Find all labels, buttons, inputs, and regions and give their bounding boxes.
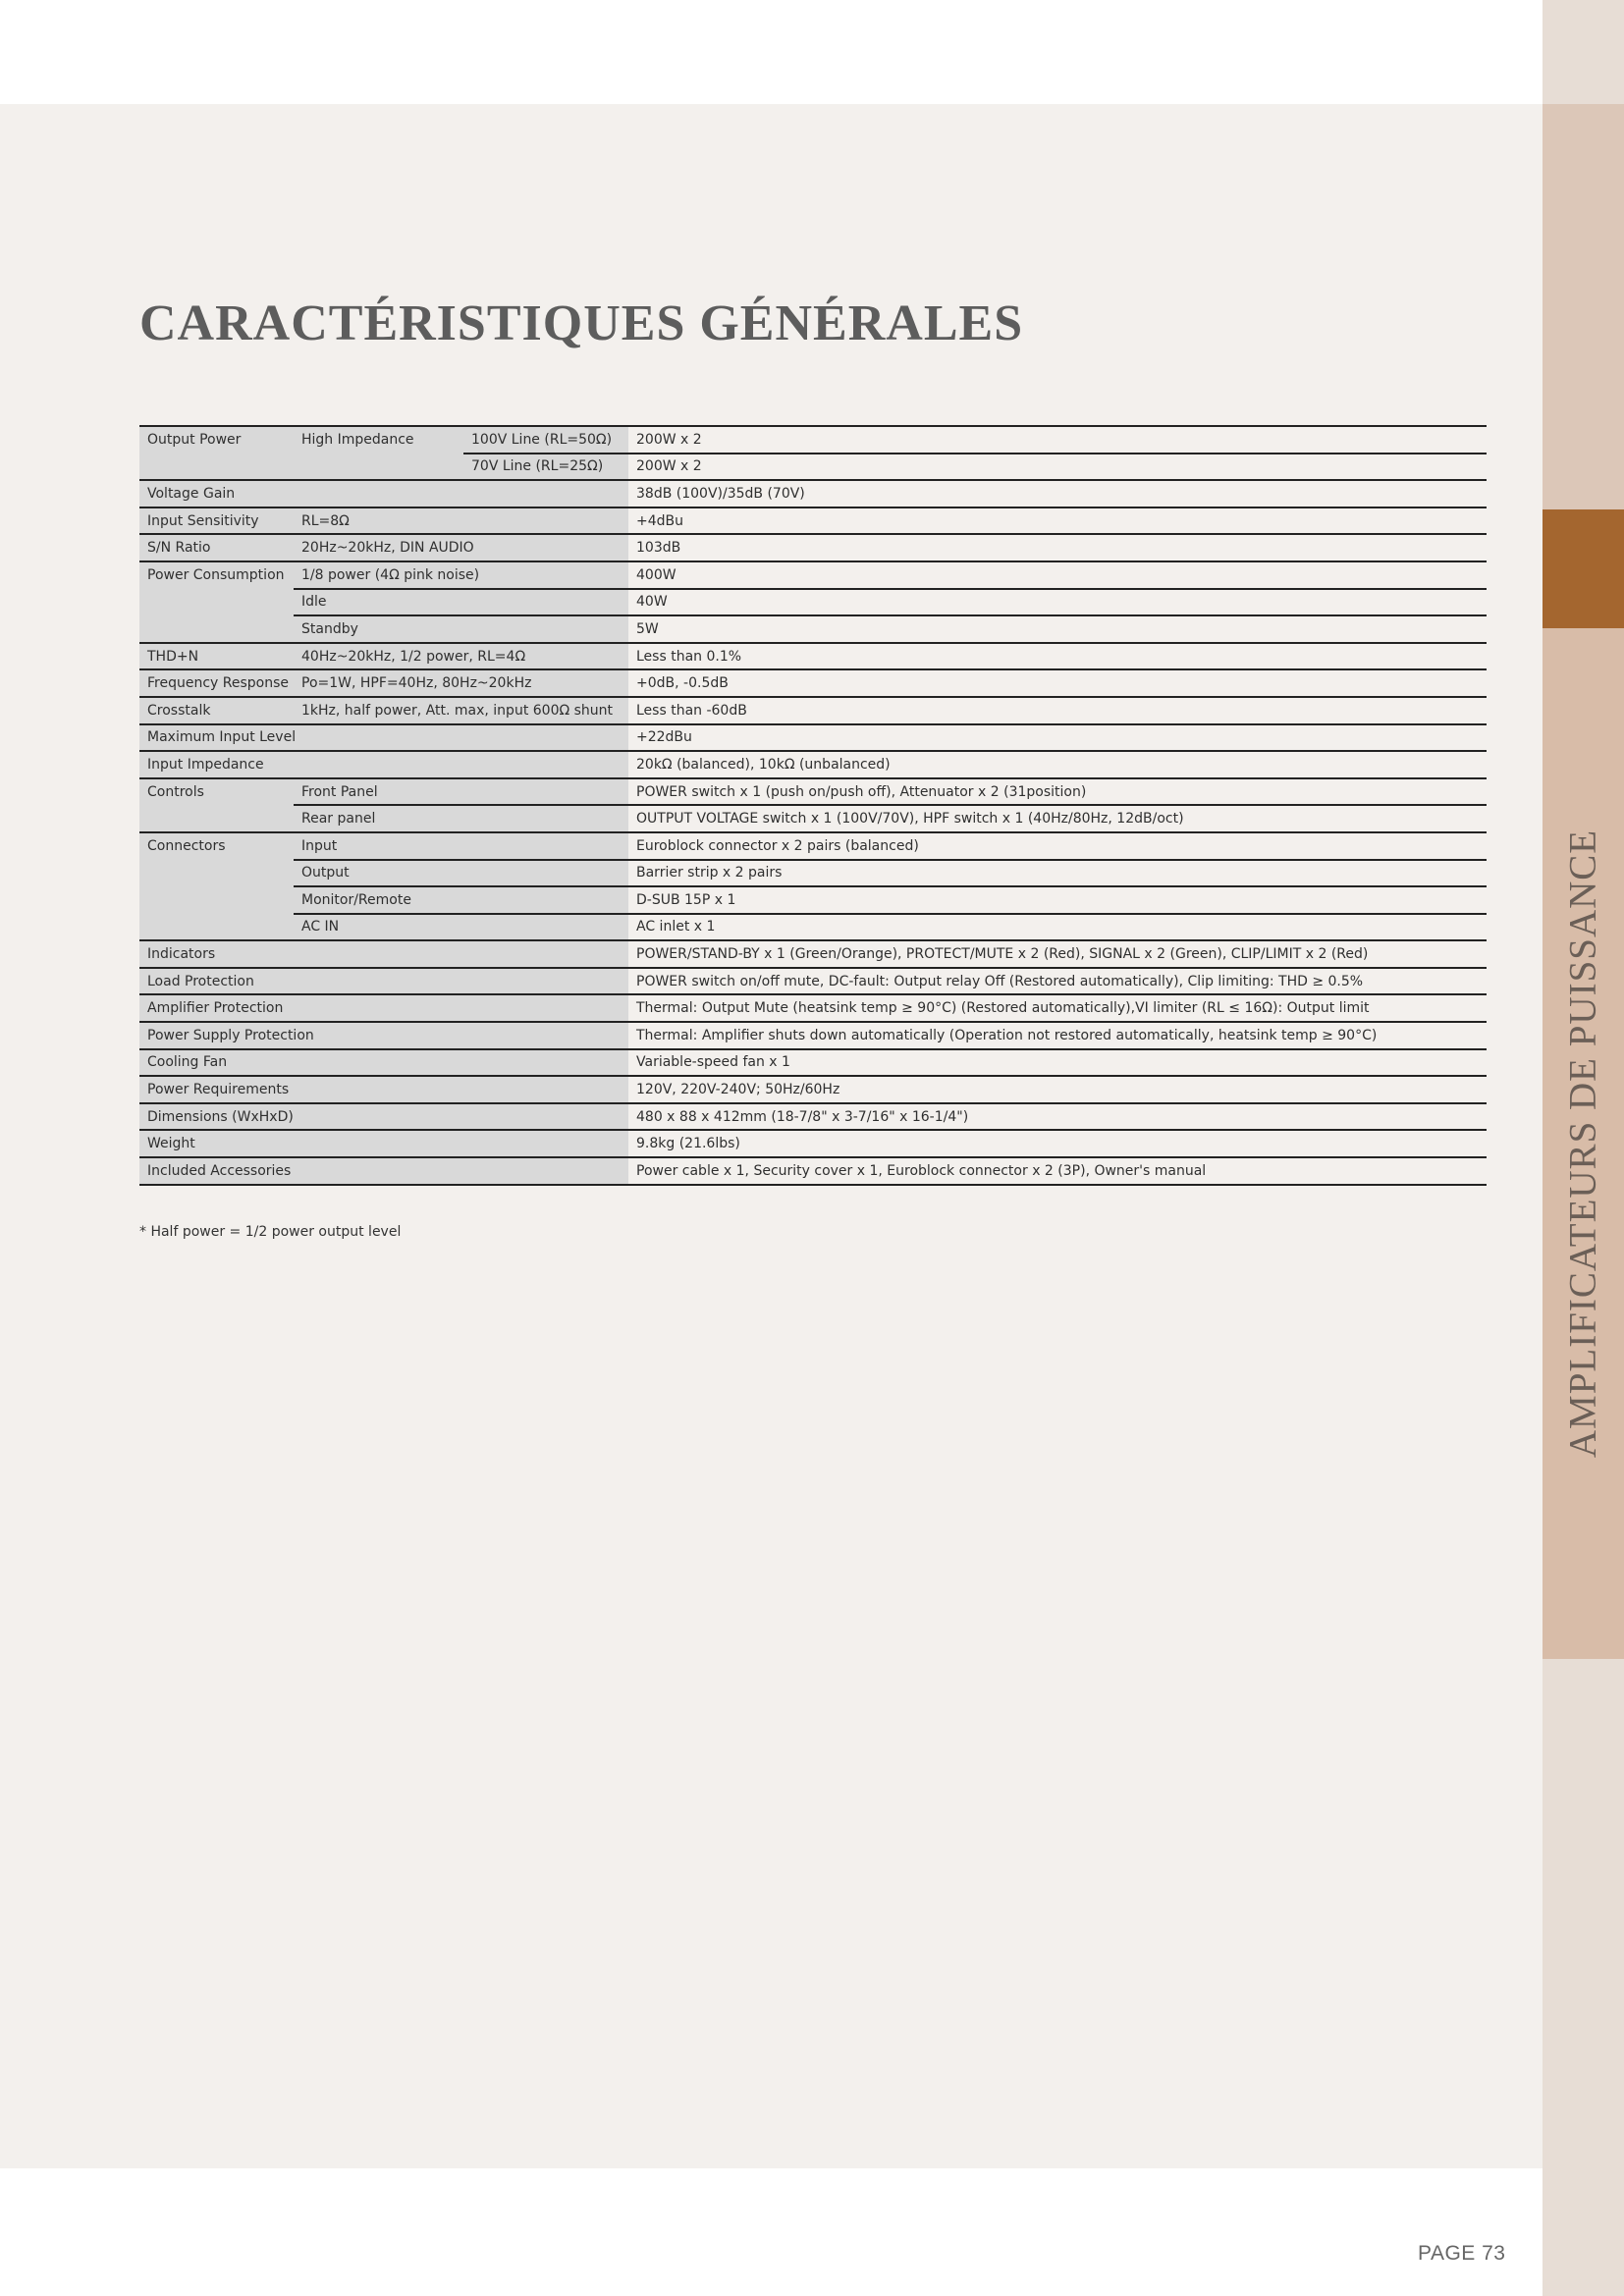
row-value: Thermal: Amplifier shuts down automatically (Operation not restored automatically, heatsink temp ≥ 90°C): [628, 1022, 1487, 1049]
page-number: PAGE 73: [1418, 2242, 1506, 2265]
row-value: 200W x 2: [628, 454, 1487, 481]
row-value: 120V, 220V-240V; 50Hz/60Hz: [628, 1076, 1487, 1103]
row-value: Euroblock connector x 2 pairs (balanced): [628, 832, 1487, 860]
table-row: [139, 1049, 1487, 1077]
table-row: [139, 940, 1487, 968]
row-condition: 20Hz~20kHz, DIN AUDIO: [294, 534, 628, 561]
row-condition: Po=1W, HPF=40Hz, 80Hz~20kHz: [294, 669, 628, 697]
row-value: AC inlet x 1: [628, 914, 1487, 941]
table-row: [139, 860, 1487, 887]
row-label: Controls: [139, 778, 294, 832]
row-label: Cooling Fan: [139, 1049, 628, 1077]
row-value: 200W x 2: [628, 426, 1487, 454]
row-label: Frequency Response: [139, 669, 294, 697]
table-row: [139, 426, 1487, 454]
row-sublabel: High Impedance: [294, 426, 463, 480]
table-row: [139, 914, 1487, 941]
row-value: Variable-speed fan x 1: [628, 1049, 1487, 1077]
table-row: [139, 805, 1487, 832]
row-condition: 1/8 power (4Ω pink noise): [294, 561, 628, 589]
row-condition: Rear panel: [294, 805, 628, 832]
side-section-label: AMPLIFICATEURS DE PUISSANCE: [1561, 828, 1604, 1459]
footnote: * Half power = 1/2 power output level: [139, 1224, 402, 1240]
table-row: [139, 778, 1487, 806]
row-value: POWER/STAND-BY x 1 (Green/Orange), PROTECT/MUTE x 2 (Red), SIGNAL x 2 (Green), CLIP/LIMIT x 2 (Red): [628, 940, 1487, 968]
row-condition: Front Panel: [294, 778, 628, 806]
table-row: [139, 561, 1487, 589]
row-value: 38dB (100V)/35dB (70V): [628, 480, 1487, 507]
table-row: [139, 886, 1487, 914]
row-label: Power Consumption: [139, 561, 294, 643]
row-label: Voltage Gain: [139, 480, 628, 507]
row-value: +0dB, -0.5dB: [628, 669, 1487, 697]
table-row: [139, 534, 1487, 561]
row-value: 400W: [628, 561, 1487, 589]
row-label: Input Impedance: [139, 751, 628, 778]
row-value: 20kΩ (balanced), 10kΩ (unbalanced): [628, 751, 1487, 778]
table-row: [139, 751, 1487, 778]
table-row: [139, 724, 1487, 752]
table-row: [139, 507, 1487, 535]
row-label: Power Requirements: [139, 1076, 628, 1103]
row-label: Included Accessories: [139, 1157, 628, 1185]
row-value: OUTPUT VOLTAGE switch x 1 (100V/70V), HPF switch x 1 (40Hz/80Hz, 12dB/oct): [628, 805, 1487, 832]
row-value: 103dB: [628, 534, 1487, 561]
row-label: Output Power: [139, 426, 294, 480]
row-label: Input Sensitivity: [139, 507, 294, 535]
table-row: [139, 697, 1487, 724]
row-value: 40W: [628, 589, 1487, 616]
row-condition: 70V Line (RL=25Ω): [463, 454, 628, 481]
row-value: Thermal: Output Mute (heatsink temp ≥ 90°C) (Restored automatically),VI limiter (RL ≤ 16Ω): Output limit: [628, 994, 1487, 1022]
row-value: Power cable x 1, Security cover x 1, Euroblock connector x 2 (3P), Owner's manual: [628, 1157, 1487, 1185]
row-label: Weight: [139, 1130, 628, 1157]
row-label: Maximum Input Level: [139, 724, 628, 752]
row-value: Less than -60dB: [628, 697, 1487, 724]
row-condition: Output: [294, 860, 628, 887]
table-row: [139, 480, 1487, 507]
row-value: D-SUB 15P x 1: [628, 886, 1487, 914]
table-row: [139, 994, 1487, 1022]
row-label: Crosstalk: [139, 697, 294, 724]
table-row: [139, 669, 1487, 697]
row-label: Connectors: [139, 832, 294, 940]
row-value: +4dBu: [628, 507, 1487, 535]
row-label: S/N Ratio: [139, 534, 294, 561]
row-condition: Input: [294, 832, 628, 860]
row-value: Less than 0.1%: [628, 643, 1487, 670]
row-condition: 100V Line (RL=50Ω): [463, 426, 628, 454]
table-row: [139, 1103, 1487, 1131]
table-row: [139, 615, 1487, 643]
row-value: Barrier strip x 2 pairs: [628, 860, 1487, 887]
row-condition: Standby: [294, 615, 628, 643]
row-value: 5W: [628, 615, 1487, 643]
row-label: Load Protection: [139, 968, 628, 995]
row-condition: Idle: [294, 589, 628, 616]
row-condition: RL=8Ω: [294, 507, 628, 535]
row-value: POWER switch on/off mute, DC-fault: Output relay Off (Restored automatically), Clip limiting: THD ≥ 0.5%: [628, 968, 1487, 995]
row-label: Power Supply Protection: [139, 1022, 628, 1049]
row-value: +22dBu: [628, 724, 1487, 752]
spec-table: [139, 425, 1487, 1186]
row-condition: 1kHz, half power, Att. max, input 600Ω shunt: [294, 697, 628, 724]
row-label: THD+N: [139, 643, 294, 670]
side-tab-active-marker: [1543, 509, 1624, 628]
table-row: [139, 643, 1487, 670]
row-label: Amplifier Protection: [139, 994, 628, 1022]
table-row: [139, 1130, 1487, 1157]
side-tab-upper: [1543, 104, 1624, 509]
page-title: CARACTÉRISTIQUES GÉNÉRALES: [139, 295, 1024, 351]
table-row: [139, 832, 1487, 860]
table-row: [139, 589, 1487, 616]
row-label: Dimensions (WxHxD): [139, 1103, 628, 1131]
table-row: [139, 1076, 1487, 1103]
row-condition: 40Hz~20kHz, 1/2 power, RL=4Ω: [294, 643, 628, 670]
table-row: [139, 1157, 1487, 1185]
row-value: 9.8kg (21.6lbs): [628, 1130, 1487, 1157]
table-row: [139, 968, 1487, 995]
row-condition: AC IN: [294, 914, 628, 941]
row-value: POWER switch x 1 (push on/push off), Attenuator x 2 (31position): [628, 778, 1487, 806]
table-row: [139, 1022, 1487, 1049]
row-value: 480 x 88 x 412mm (18-7/8" x 3-7/16" x 16-1/4"): [628, 1103, 1487, 1131]
row-label: Indicators: [139, 940, 628, 968]
row-condition: Monitor/Remote: [294, 886, 628, 914]
